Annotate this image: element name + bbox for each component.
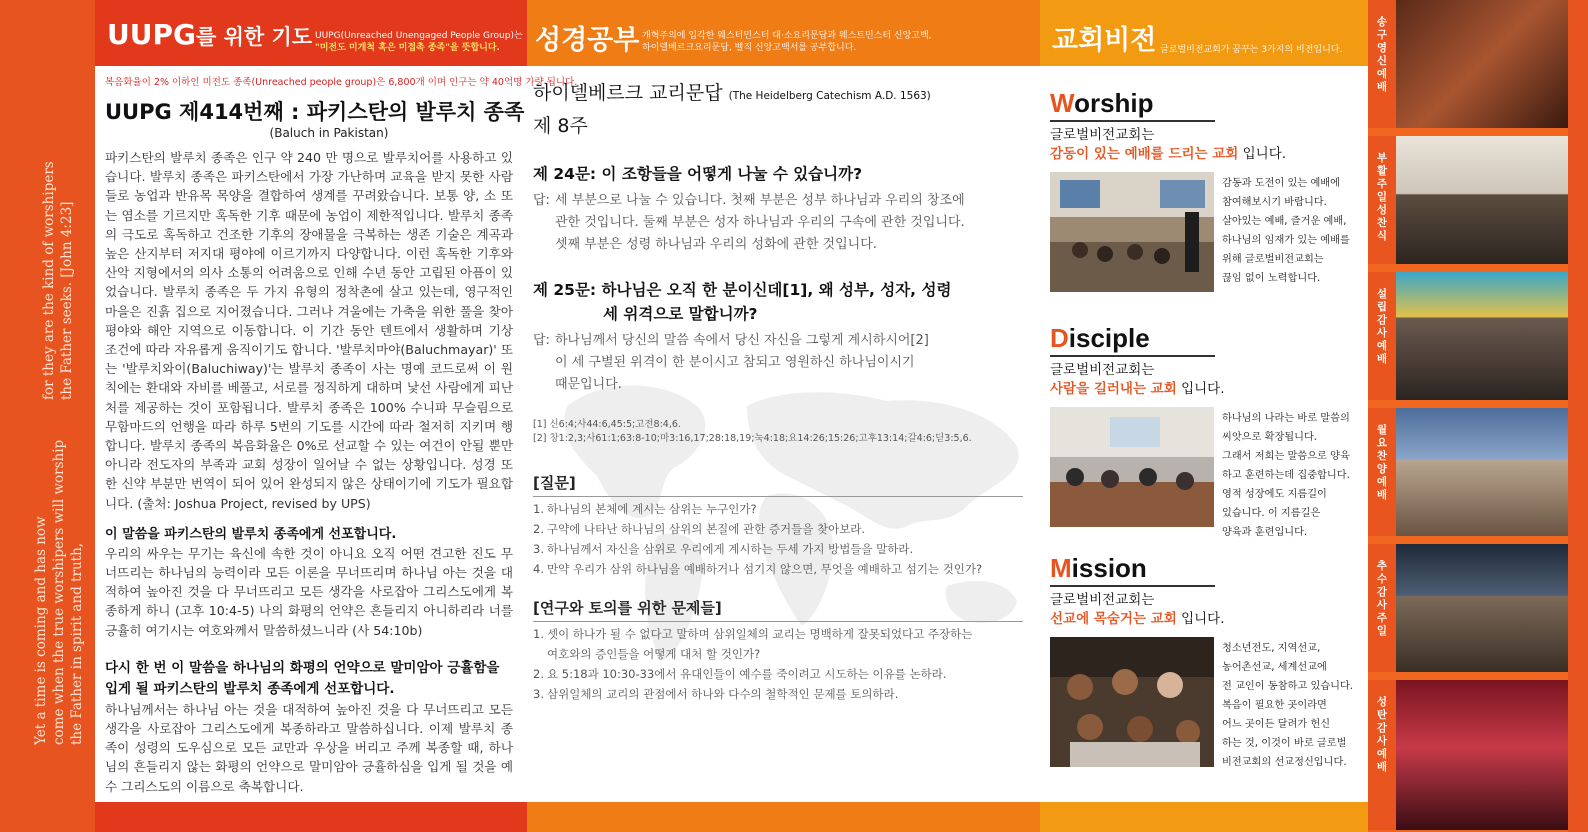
item-num: 2. bbox=[533, 667, 544, 681]
text-line: 참여해보시기 바랍니다. bbox=[1222, 197, 1327, 208]
uupg-header-sub bbox=[315, 30, 523, 54]
questions-list bbox=[533, 499, 1030, 579]
catechism-title-text: 하이델베르크 교리문답 bbox=[533, 82, 723, 104]
text-line: 비전교회의 선교정신입니다. bbox=[1222, 757, 1347, 768]
header-bible-study bbox=[527, 0, 1040, 66]
mission-photo bbox=[1050, 637, 1214, 767]
quote-line: Yet a time is coming and has now bbox=[33, 516, 49, 745]
photo-label bbox=[1368, 408, 1396, 536]
answer-line: 셋째 부분은 성령 하나님과 우리의 성화에 관한 것입니다. bbox=[555, 237, 877, 252]
right-decor-strip bbox=[1568, 0, 1588, 832]
answer-label: 답: bbox=[533, 193, 550, 208]
answer-line: 관한 것입니다. 둘째 부분은 성자 하나님과 우리의 구속에 관한 것입니다. bbox=[555, 215, 965, 230]
vision-column bbox=[1040, 66, 1368, 802]
text-line: 영적 성장에도 지름길이 bbox=[1222, 489, 1327, 500]
event-photo bbox=[1396, 272, 1568, 400]
discussion-heading: [연구와 토의를 위한 문제들] bbox=[533, 599, 722, 617]
uupg-title-rest: 를 위한 기도 bbox=[195, 25, 313, 49]
item-num: 3. bbox=[533, 687, 544, 701]
text-line: 씨앗으로 확장됩니다. bbox=[1222, 432, 1318, 443]
questions-heading: [질문] bbox=[533, 474, 576, 492]
again-heading: 다시 한 번 이 말씀을 하나님의 화평의 언약으로 말미암아 긍휼함을 입게 될 파키스탄의 발루치 종족에게 선포합니다. bbox=[105, 659, 500, 697]
item-num: 4. bbox=[533, 562, 544, 576]
vision-worship-heading bbox=[1050, 88, 1360, 119]
photo-cell bbox=[1368, 0, 1568, 130]
event-photo bbox=[1396, 408, 1568, 536]
event-photo bbox=[1396, 0, 1568, 128]
bible-study-column bbox=[527, 66, 1040, 802]
answer-24 bbox=[533, 190, 1030, 256]
event-photo bbox=[1396, 136, 1568, 264]
item-text: 삼위일체의 교리의 관점에서 하나와 다수의 철학적인 문제를 토의하라. bbox=[547, 687, 899, 701]
uupg-english-name: (Baluch in Pakistan) bbox=[269, 126, 389, 140]
text-line: 그래서 저희는 말씀으로 양육 bbox=[1222, 451, 1350, 462]
answer-label: 답: bbox=[533, 333, 550, 348]
item-text: 만약 우리가 삼위 하나님을 예배하거나 섬기지 않으면, 무엇을 예배하고 섬기는 것인가? bbox=[547, 562, 983, 576]
photo-cell bbox=[1368, 680, 1568, 832]
divider bbox=[533, 621, 1023, 622]
event-photo bbox=[1396, 544, 1568, 672]
question-25-title bbox=[533, 278, 1030, 326]
disciple-text bbox=[1214, 409, 1350, 542]
text-line: 복음이 필요한 곳이라면 bbox=[1222, 700, 1327, 711]
heading-rest: orship bbox=[1074, 88, 1154, 118]
list-item bbox=[533, 559, 1030, 579]
left-decor-strip bbox=[0, 0, 95, 832]
list-item bbox=[533, 664, 1030, 684]
answer-line: 세 부분으로 나눌 수 있습니다. 첫째 부분은 성부 하나님과 우리의 창조에 bbox=[555, 193, 965, 208]
worship-photo bbox=[1050, 172, 1214, 292]
bible-sub-line: 개혁주의에 입각한 웨스터민스터 대·소요리문답과 웨스트민스터 신앙고백, bbox=[642, 31, 932, 41]
vision-mission-heading bbox=[1050, 553, 1360, 584]
answer-line: 이 세 구별된 위격이 한 분이시고 참되고 영원하신 하나님이시기 bbox=[555, 355, 915, 370]
quote-line: come when the true worshipers will worship bbox=[51, 439, 67, 745]
text-line: 하나님의 임재가 있는 예배를 bbox=[1222, 235, 1350, 246]
text-line: 청소년전도, 지역선교, bbox=[1222, 643, 1321, 654]
uupg-red-note: 복음화율이 2% 이하인 미전도 종족(Unreached people group)은 6,800개 이며 인구는 약 40억명 가량 됩니다. bbox=[105, 77, 578, 88]
vision-disciple bbox=[1050, 323, 1360, 542]
proclaim-body: 우리의 싸우는 무기는 육신에 속한 것이 아니요 오직 어떤 견고한 진도 무너뜨리는 하나님의 능력이라 모든 이론을 무너뜨리며 하나님 아는 것을 대적하여 높아진 것을 다 무너뜨리고 모든 생각을 사로잡아 그리스도에게 복종하게 하니 (고후 10:4-5) 나의 화평의 언약은 흔들리지 아니하리라 너를 긍휼히 여기시는 여호와께서 말씀하셨느니라 (사 54:10b) bbox=[105, 545, 513, 638]
list-item bbox=[533, 519, 1030, 539]
heading-underline bbox=[1050, 585, 1215, 587]
desc-line: 글로벌비전교회는 bbox=[1050, 127, 1155, 143]
text-line: 감동과 도전이 있는 예배에 bbox=[1222, 178, 1340, 189]
answer-line: 하나님께서 당신의 말씀 속에서 당신 자신을 그렇게 계시하시어[2] bbox=[555, 333, 929, 348]
item-num: 1. bbox=[533, 502, 544, 516]
photo-label bbox=[1368, 544, 1396, 672]
text-line: 위해 글로벌비전교회는 bbox=[1222, 254, 1324, 265]
photo-cell bbox=[1368, 408, 1568, 538]
list-item bbox=[533, 684, 1030, 704]
item-text: 하나님의 본체에 계시는 삼위는 누구인가? bbox=[547, 502, 757, 516]
question-25-line: 세 위격으로 말합니까? bbox=[603, 305, 758, 323]
footer-band-bible bbox=[527, 802, 1040, 832]
answer-25 bbox=[533, 330, 1030, 396]
vision-mission-desc bbox=[1050, 591, 1360, 629]
vision-disciple-desc bbox=[1050, 361, 1360, 399]
item-text: 구약에 나타난 하나님의 삼위의 본질에 관한 증거들을 찾아보라. bbox=[547, 522, 866, 536]
disciple-photo bbox=[1050, 407, 1214, 527]
list-item bbox=[533, 539, 1030, 559]
photo-label-text: 추수감사주일 bbox=[1376, 560, 1388, 637]
vision-mission bbox=[1050, 553, 1360, 772]
question-24-title: 제 24문: 이 조항들을 어떻게 나눌 수 있습니까? bbox=[533, 165, 863, 183]
photo-label-text: 월요찬양예배 bbox=[1376, 424, 1388, 501]
text-line: 양육과 훈련입니다. bbox=[1222, 527, 1308, 538]
text-line: 농어촌선교, 세계선교에 bbox=[1222, 662, 1327, 673]
heading-rest: ission bbox=[1071, 553, 1147, 583]
desc-line: 글로벌비전교회는 bbox=[1050, 362, 1155, 378]
uupg-header-title bbox=[107, 18, 312, 51]
item-num: 1. bbox=[533, 627, 544, 641]
text-line: 끊임 없이 노력합니다. bbox=[1222, 273, 1321, 284]
catechism-title-english: (The Heidelberg Catechism A.D. 1563) bbox=[728, 90, 931, 102]
desc-suffix: 입니다. bbox=[1238, 146, 1287, 162]
item-text: 요 5:18과 10:30-33에서 유대인들이 예수를 죽이려고 시도하는 이유를 논하라. bbox=[547, 667, 947, 681]
quote-line: for they are the kind of worshipers bbox=[41, 161, 57, 400]
header-uupg bbox=[95, 0, 527, 66]
text-line: 하는 것, 이것이 바로 글로벌 bbox=[1222, 738, 1347, 749]
discussion-list bbox=[533, 624, 1030, 704]
mission-text bbox=[1214, 639, 1353, 772]
vision-disciple-heading bbox=[1050, 323, 1360, 354]
heading-cap: M bbox=[1050, 553, 1072, 583]
vision-header-sub: 글로벌비전교회가 꿈꾸는 3가지의 비전입니다. bbox=[1160, 45, 1343, 55]
heading-rest: isciple bbox=[1068, 323, 1150, 353]
list-item bbox=[533, 624, 1030, 644]
bible-header-sub bbox=[642, 30, 932, 54]
item-text: 하나님께서 자신을 삼위로 우리에게 계시하는 두세 가지 방법들을 말하라. bbox=[547, 542, 914, 556]
list-item-continued bbox=[533, 644, 1030, 664]
quote-line: the Father in spirit and truth, bbox=[69, 542, 85, 745]
heading-underline bbox=[1050, 355, 1215, 357]
desc-highlight: 감동이 있는 예배를 드리는 교회 bbox=[1050, 146, 1239, 162]
photo-label-text: 부활주일 성찬식 bbox=[1376, 152, 1388, 242]
bible-header-title: 성경공부 bbox=[535, 25, 640, 56]
header-vision bbox=[1040, 0, 1370, 66]
text-line: 어느 곳이든 달려가 헌신 bbox=[1222, 719, 1331, 730]
uupg-sub-line: UUPG(Unreached Unengaged People Group)는 bbox=[315, 31, 523, 41]
uupg-sub-line: "미전도 미개척 혹은 미접촉 종족"을 뜻합니다. bbox=[315, 43, 500, 53]
text-line: 전 교인이 동참하고 있습니다. bbox=[1222, 681, 1354, 692]
desc-suffix: 입니다. bbox=[1176, 381, 1225, 397]
event-photo bbox=[1396, 680, 1568, 830]
photo-strip bbox=[1368, 0, 1568, 832]
text-line: 하나님의 나라는 바로 말씀의 bbox=[1222, 413, 1350, 424]
item-text: 셋이 하나가 될 수 없다고 말하며 삼위일체의 교리는 명백하게 잘못되었다고 주장하는 bbox=[547, 627, 973, 641]
heading-cap: W bbox=[1050, 88, 1075, 118]
answer-line: 때문입니다. bbox=[555, 377, 622, 392]
footer-band-vision bbox=[1040, 802, 1368, 832]
footer-band-uupg bbox=[95, 802, 527, 832]
quote-line: the Father seeks. [John 4:23] bbox=[59, 201, 75, 400]
bible-sub-line: 하이델베르크요리문답, 벨직 신앙고백서를 공부합니다. bbox=[642, 43, 857, 53]
catechism-week: 제 8주 bbox=[533, 115, 588, 137]
photo-label bbox=[1368, 0, 1396, 128]
vision-disciple-body bbox=[1050, 407, 1360, 542]
again-body: 하나님께서는 하나님 아는 것을 대적하여 높아진 것을 다 무너뜨리고 모든 생각을 사로잡아 그리스도에게 복종하라고 말씀하십니다. 이제 발루치 종족이 성령의 도우심으로 모든 교만과 우상을 버리고 주께 복종할 때, 하나님의 흔들리지 않는 화평의 언약으로 말미암아 긍휼하심을 입게 될 것을 예수 그리스도의 이름으로 축복합니다. bbox=[105, 701, 513, 794]
desc-line: 글로벌비전교회는 bbox=[1050, 592, 1155, 608]
item-text: 여호와의 증인들을 어떻게 대처 할 것인가? bbox=[547, 647, 761, 661]
footnotes bbox=[533, 418, 1030, 446]
question-25-line: 제 25문: 하나님은 오직 한 분이신데[1], 왜 성부, 성자, 성령 bbox=[533, 281, 952, 299]
footnote: [2] 창1:2,3;사61:1;63:8-10;마3:16,17;28:18,19;눅4:18;요14:26;15:26;고후13:14;갈4:6;딛3:5,6. bbox=[533, 433, 972, 444]
divider bbox=[533, 496, 1023, 497]
photo-cell bbox=[1368, 544, 1568, 674]
photo-label-text: 설립감사예배 bbox=[1376, 288, 1388, 365]
vision-mission-body bbox=[1050, 637, 1360, 772]
photo-label-text: 성탄감사예배 bbox=[1376, 696, 1388, 773]
heading-underline bbox=[1050, 120, 1215, 122]
vision-worship-body bbox=[1050, 172, 1360, 292]
list-item bbox=[533, 499, 1030, 519]
photo-cell bbox=[1368, 272, 1568, 402]
uupg-title: UUPG 제414번째 : 파키스탄의 발루치 종족 bbox=[105, 100, 525, 124]
photo-label-text: 송구영신예배 bbox=[1376, 16, 1388, 93]
text-line: 있습니다. 이 지름길은 bbox=[1222, 508, 1321, 519]
vision-header-title: 교회비전 bbox=[1052, 25, 1157, 56]
vision-worship-desc bbox=[1050, 126, 1360, 164]
footnote: [1] 신6:4;사44:6,45:5;고전8:4,6. bbox=[533, 419, 681, 430]
heading-cap: D bbox=[1050, 323, 1069, 353]
catechism-title bbox=[533, 78, 1030, 105]
proclaim-heading: 이 말씀을 파키스탄의 발루치 종족에게 선포합니다. bbox=[105, 526, 397, 542]
item-num: 3. bbox=[533, 542, 544, 556]
photo-label bbox=[1368, 272, 1396, 400]
uupg-title-main: UUPG bbox=[107, 18, 196, 51]
text-line: 하고 훈련하는데 집중합니다. bbox=[1222, 470, 1350, 481]
uupg-body: 파키스탄의 발루치 종족은 인구 약 240 만 명으로 발루치어를 사용하고 있습니다. 발루치 종족은 파키스탄에서 가장 가난하며 교육을 받지 못한 사람들로 농업과 반유목 목양을 결합하여 생계를 꾸려왔습니다. 보통 양, 소 또는 염소를 기르지만 혹독한 기후 때문에 농업이 제한적입니다. 발루치 종족의 극도로 혹독하고 건조한 기후의 장애물을 극복하는 생존 기술은 계곡과 높은 산지부터 저지대 평야에 이르기까지 다양합니다. 이런 혹독한 기후와 산악 지형에서의 의사 소통의 어려움으로 인해 수년 동안 고립된 아픔이 있었습니다. 발루치 종족은 두 가지 유형의 정착촌에 살고 있는데, 영구적인 마을은 진흙 집으로 지어졌습니다. 그러나 겨울에는 가축을 위한 풀을 찾아 평야와 해안 지역으로 이동합니다. 이 기간 동안 텐트에서 생활하며 기상 조건에 따라 자유롭게 움직이기도 합니다. '발루치마야(Baluchmayar)' 또는 '발루치와이(Baluchiway)'는 발루치 종족이 사는 명예 코드로써 이 원칙에는 환대와 자비를 베풀고, 서로를 정직하게 대하며 낯선 사람에게 피난처를 제공하는 것이 포함됩니다. 발루치 종족은 100% 수니파 무슬림으로 무함마드의 언행을 따라 하루 5번의 기도를 시간에 따라 철저히 지키며 행합니다. 발루치 종족의 복음화율은 0%로 선교할 수 있는 여건이 안될 뿐만 아니라 전도자의 부족과 교회 성장이 일어날 수 없는 상황입니다. 성경 또한 신약 부분만 번역이 되어 있어 완성되지 않은 상태이기에 기도가 필요합니다. (출처: Joshua Project, revised by UPS) bbox=[105, 150, 513, 511]
desc-highlight: 선교에 목숨거는 교회 bbox=[1050, 611, 1177, 627]
worship-text bbox=[1214, 174, 1350, 292]
vision-worship bbox=[1050, 88, 1360, 292]
desc-highlight: 사람을 길러내는 교회 bbox=[1050, 381, 1177, 397]
photo-cell bbox=[1368, 136, 1568, 266]
item-num: 2. bbox=[533, 522, 544, 536]
photo-label bbox=[1368, 680, 1396, 830]
desc-suffix: 입니다. bbox=[1176, 611, 1225, 627]
text-line: 살아있는 예배, 즐거운 예배, bbox=[1222, 216, 1347, 227]
photo-label bbox=[1368, 136, 1396, 264]
